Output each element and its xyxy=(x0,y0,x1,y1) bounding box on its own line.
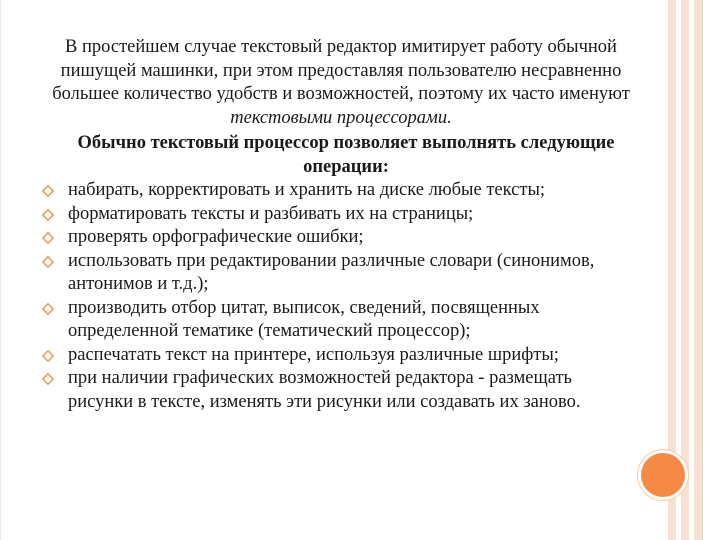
list-item xyxy=(40,203,640,227)
list-item-text: проверять орфографические ошибки; xyxy=(68,227,364,247)
hollow-diamond-icon xyxy=(42,373,54,385)
list-item-text: производить отбор цитат, выписок, сведений, посвященных определенной тематике (тематический процессор); xyxy=(68,297,540,341)
stripe xyxy=(681,0,689,540)
list-item xyxy=(40,297,640,344)
hollow-diamond-icon xyxy=(42,232,54,244)
list-item xyxy=(40,226,640,250)
list-item xyxy=(40,344,640,368)
list-item xyxy=(40,250,640,297)
list-item xyxy=(40,179,640,203)
list-item xyxy=(40,367,640,414)
list-item-text: использовать при редактировании различные словари (синонимов, антонимов и т.д.); xyxy=(68,250,595,294)
stripe xyxy=(694,0,702,540)
list-item-text: при наличии графических возможностей редактора - размещать рисунки в тексте, изменять эти рисунки или создавать их заново. xyxy=(68,368,581,412)
frame-line xyxy=(702,0,703,540)
hollow-diamond-icon xyxy=(42,185,54,197)
hollow-diamond-icon xyxy=(42,256,54,268)
intro-paragraph xyxy=(52,36,630,130)
orange-circle-decoration xyxy=(641,453,685,497)
list-item-text: форматировать тексты и разбивать их на страницы; xyxy=(68,203,474,224)
list-item-text: набирать, корректировать и хранить на диске любые тексты; xyxy=(68,180,546,200)
operations-heading: Обычно текстовый процессор позволяет выполнять следующие операции: xyxy=(77,133,615,177)
intro-italic-term: текстовыми процессорами. xyxy=(230,107,452,128)
page-border xyxy=(0,0,1,540)
slide-content xyxy=(40,36,640,414)
operations-list xyxy=(40,179,640,414)
hollow-diamond-icon xyxy=(42,350,54,362)
hollow-diamond-icon xyxy=(42,209,54,221)
list-item-text: распечатать текст на принтере, используя различные шрифты; xyxy=(68,344,559,365)
intro-text: В простейшем случае текстовый редактор имитирует работу обычной пишущей машинки, при этом предоставляя пользователю несравненно большее количество удобств и возможностей, поэтому их часто именуют xyxy=(52,37,630,104)
hollow-diamond-icon xyxy=(42,303,54,315)
